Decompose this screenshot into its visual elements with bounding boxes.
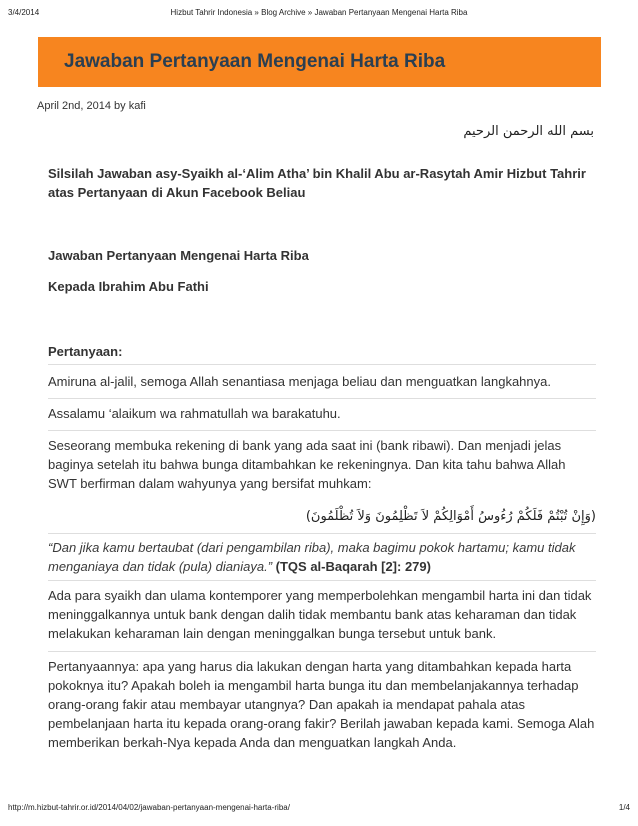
page-number: 1/4 (618, 803, 630, 812)
divider (48, 364, 596, 365)
intro-paragraph: Silsilah Jawaban asy-Syaikh al-‘Alim Atha’ bin Khalil Abu ar-Rasytah Amir Hizbut Tahrir atas Pertanyaan di Akun Facebook Beliau (48, 166, 586, 200)
bismillah-text: بسم الله الرحمن الرحيم (463, 124, 594, 139)
question-heading: Pertanyaan: (48, 344, 123, 359)
print-url: http://m.hizbut-tahrir.or.id/2014/04/02/jawaban-pertanyaan-mengenai-harta-riba/ (8, 803, 290, 812)
paragraph-2: Assalamu ‘alaikum wa rahmatullah wa barakatuhu. (48, 406, 341, 421)
verse-reference: (TQS al-Baqarah [2]: 279) (275, 559, 431, 574)
divider (48, 533, 596, 534)
divider (48, 430, 596, 431)
verse-translation: “Dan jika kamu bertaubat (dari pengambilan riba), maka bagimu pokok hartamu; kamu tidak menganiaya dan tidak (pula) dianiaya.” (48, 540, 576, 574)
divider (48, 651, 596, 652)
article-title-banner (38, 37, 601, 87)
article-title: Jawaban Pertanyaan Mengenai Harta Riba (64, 51, 446, 72)
article-subtitle: Jawaban Pertanyaan Mengenai Harta Riba (48, 248, 309, 263)
verse-translation-block (48, 538, 596, 576)
recipient-line: Kepada Ibrahim Abu Fathi (48, 279, 209, 294)
paragraph-1: Amiruna al-jalil, semoga Allah senantiasa menjaga beliau dan menguatkan langkahnya. (48, 374, 551, 389)
paragraph-4: Ada para syaikh dan ulama kontemporer yang memperbolehkan mengambil harta ini dan tidak meninggalkannya untuk bank dengan dalih tidak membantu bank atas keharaman dan tidak melakukan keharaman lain dengan meninggalkan bunga tersebut untuk bank. (48, 588, 592, 641)
paragraph-3: Seseorang membuka rekening di bank yang ada saat ini (bank ribawi). Dan menjadi jelas baginya setelah itu bahwa bunga ditambahkan ke rekeningnya. Dan kita tahu bahwa Allah SWT berfirman dalam wahyunya yang bersifat muhkam: (48, 438, 566, 491)
divider (48, 580, 596, 581)
divider (48, 398, 596, 399)
print-page-title: Hizbut Tahrir Indonesia » Blog Archive » Jawaban Pertanyaan Mengenai Harta Riba (170, 8, 468, 17)
quran-verse-arabic: (وَإِنْ تُبْتُمْ فَلَكُمْ رُءُوسُ أَمْوَالِكُمْ لاَ تَظْلِمُونَ وَلاَ تُظْلَمُونَ) (305, 509, 596, 524)
paragraph-5: Pertanyaannya: apa yang harus dia lakukan dengan harta yang ditambahkan kepada harta pokoknya itu? Apakah boleh ia mengambil harta bunga itu dan membelanjakannya terhadap orang-orang fakir atau membayar utangnya? Dan apakah ia mendapat pahala atas pembelanjaan harta itu kepada orang-orang fakir? Berilah jawaban kepada kami. Semoga Alah memberikan berkah-Nya kepada Anda dan menguatkan langkah Anda. (48, 659, 595, 750)
print-date: 3/4/2014 (8, 8, 40, 17)
article-byline: April 2nd, 2014 by kafi (37, 100, 146, 112)
